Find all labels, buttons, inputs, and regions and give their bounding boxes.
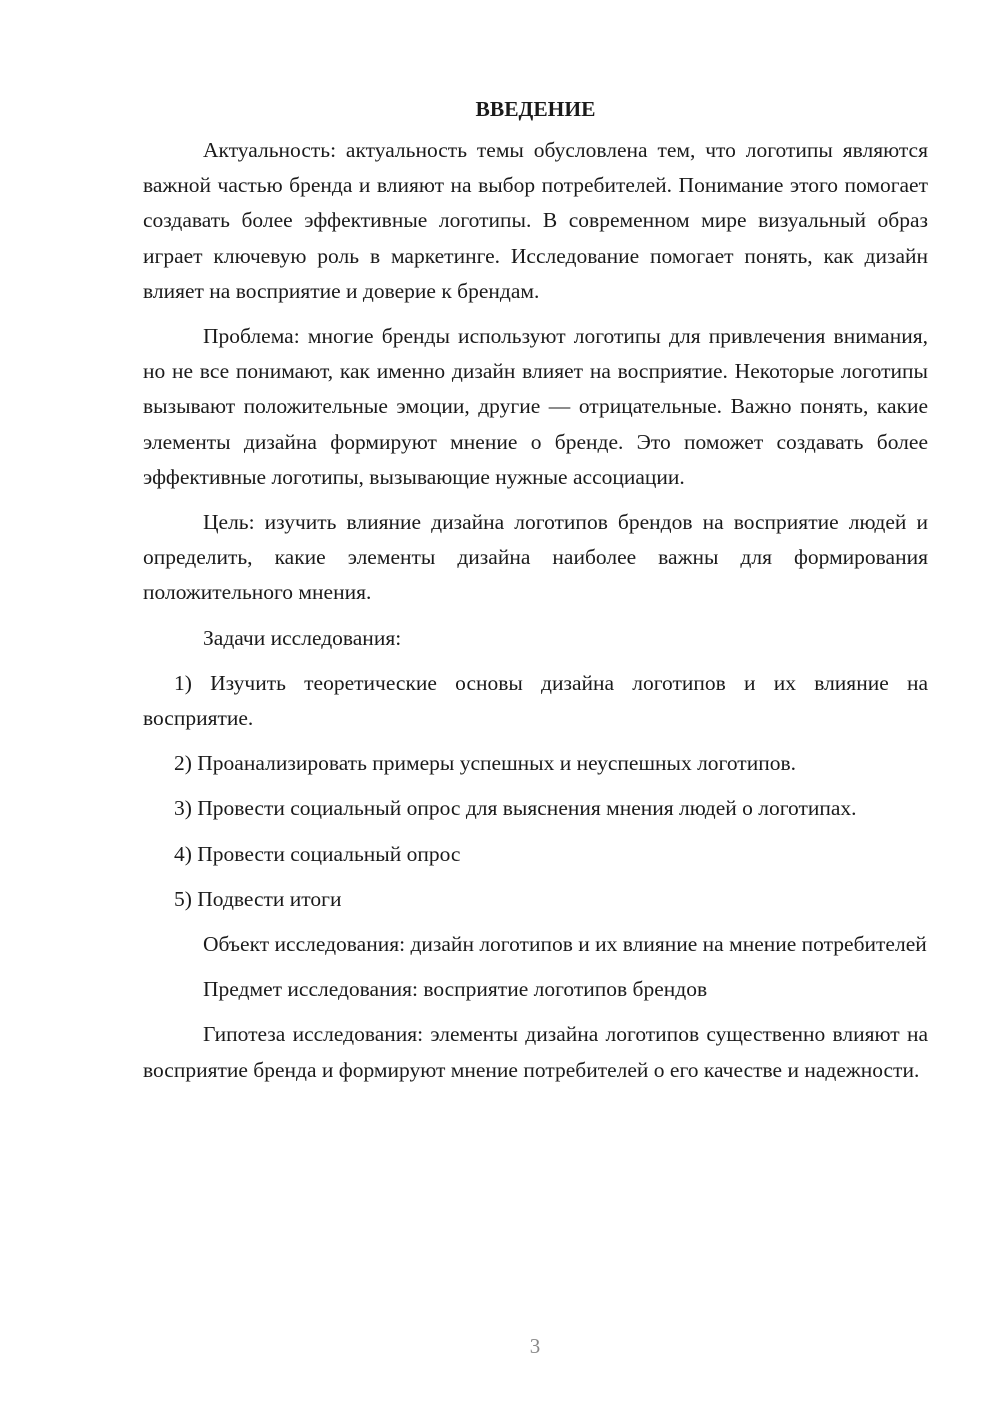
task-item-3: 3) Провести социальный опрос для выяснения мнения людей о логотипах. <box>174 796 857 821</box>
subject-paragraph: Предмет исследования: восприятие логотипов брендов <box>203 977 708 1002</box>
task-item-1: 1) Изучить теоретические основы дизайна логотипов и их влияние на восприятие. <box>143 670 928 731</box>
page-title: ВВЕДЕНИЕ <box>475 97 596 121</box>
task-item-2: 2) Проанализировать примеры успешных и неуспешных логотипов. <box>174 751 796 776</box>
tasks-heading: Задачи исследования: <box>203 625 402 650</box>
relevance-paragraph: Актуальность: актуальность темы обусловлена тем, что логотипы являются важной частью бренда и влияют на выбор потребителей. Понимание этого помогает создавать более эффективные логотипы. В современном мире визуальный образ играет ключевую роль в маркетинге. Исследование помогает понять, как дизайн влияет на восприятие и доверие к брендам. <box>143 138 928 303</box>
problem-paragraph: Проблема: многие бренды используют логотипы для привлечения внимания, но не все понимают, как именно дизайн влияет на восприятие. Некоторые логотипы вызывают положительные эмоции, другие — отрицательные. Важно понять, какие элементы дизайна формируют мнение о бренде. Это поможет создавать более эффективные логотипы, вызывающие нужные ассоциации. <box>143 324 928 489</box>
object-paragraph: Объект исследования: дизайн логотипов и их влияние на мнение потребителей <box>203 932 927 957</box>
document-page <box>143 92 928 1088</box>
hypothesis-paragraph: Гипотеза исследования: элементы дизайна логотипов существенно влияют на восприятие бренда и формируют мнение потребителей о его качестве и надежности. <box>143 1022 928 1082</box>
task-item-5: 5) Подвести итоги <box>174 886 342 911</box>
page-number: 3 <box>529 1334 541 1358</box>
task-item-4: 4) Провести социальный опрос <box>174 841 461 866</box>
goal-paragraph: Цель: изучить влияние дизайна логотипов брендов на восприятие людей и определить, какие элементы дизайна наиболее важны для формирования положительного мнения. <box>143 510 928 605</box>
